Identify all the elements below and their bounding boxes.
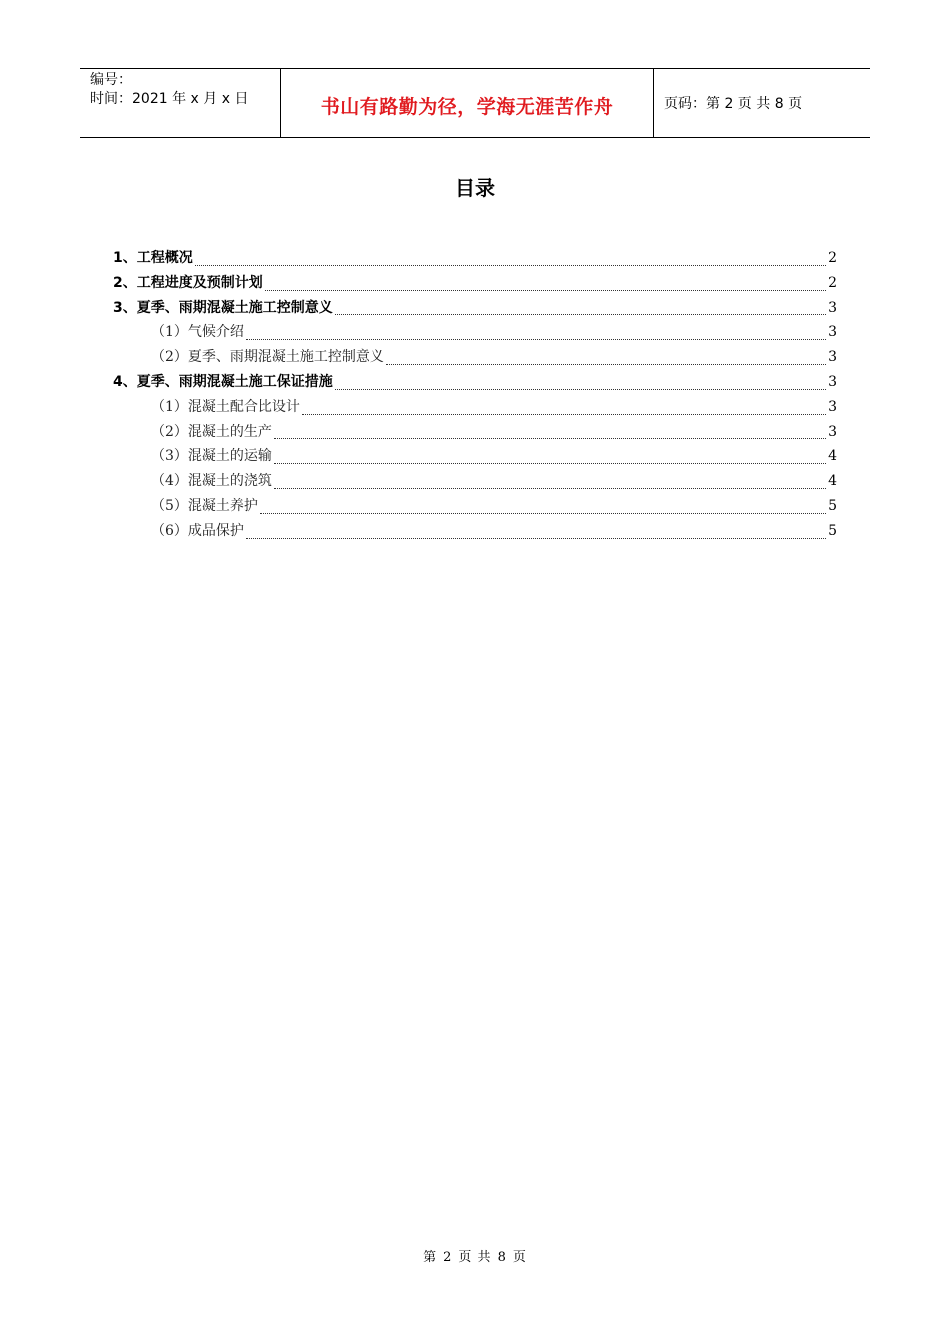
toc-leader-dots [274, 437, 826, 439]
toc-entry-page: 3 [828, 324, 837, 341]
toc-entry[interactable] [113, 272, 837, 297]
toc-leader-dots [260, 512, 826, 514]
footer-total-pages: 8 [497, 1250, 507, 1265]
header-right-cell [654, 69, 870, 137]
table-of-contents [113, 247, 837, 545]
toc-entry-page: 3 [828, 299, 837, 316]
toc-leader-dots [335, 388, 826, 390]
toc-leader-dots [246, 338, 826, 340]
toc-entry-text: （1）混凝土配合比设计 [151, 398, 300, 415]
footer-prefix: 第 [423, 1250, 438, 1265]
toc-entry-text: （3）混凝土的运输 [151, 448, 272, 465]
header-page-info: 页码：第 2 页 共 8 页 [664, 96, 803, 112]
toc-subentry[interactable] [113, 445, 837, 470]
toc-entry[interactable] [113, 371, 837, 396]
toc-entry-page: 4 [828, 448, 837, 465]
toc-entry-page: 3 [828, 349, 837, 366]
toc-leader-dots [274, 487, 826, 489]
toc-subentry[interactable] [113, 321, 837, 346]
toc-entry-text: （5）混凝土养护 [151, 497, 258, 514]
header-middle-cell [281, 69, 654, 137]
toc-leader-dots [335, 313, 826, 315]
toc-entry-page: 5 [828, 522, 837, 539]
toc-entry-text: 4、夏季、雨期混凝土施工保证措施 [113, 373, 333, 390]
toc-entry-text: （4）混凝土的浇筑 [151, 473, 272, 490]
toc-entry-text: （2）混凝土的生产 [151, 423, 272, 440]
toc-leader-dots [265, 289, 826, 291]
document-time-label: 时间：2021 年 x 月 x 日 [90, 91, 249, 107]
toc-leader-dots [195, 264, 826, 266]
toc-title: 目录 [455, 176, 495, 200]
toc-subentry[interactable] [113, 421, 837, 446]
toc-entry-page: 4 [828, 473, 837, 490]
header-motto: 书山有路勤为径，学海无涯苦作舟 [320, 95, 614, 118]
page-footer [0, 1246, 950, 1265]
toc-entry-text: 2、工程进度及预制计划 [113, 274, 263, 291]
toc-subentry[interactable] [113, 495, 837, 520]
toc-entry-page: 3 [828, 373, 837, 390]
footer-mid: 页 共 [458, 1250, 492, 1265]
toc-leader-dots [246, 537, 826, 539]
footer-suffix: 页 [512, 1250, 527, 1265]
document-number-label: 编号： [90, 72, 132, 88]
page-header [80, 68, 870, 138]
toc-subentry[interactable] [113, 346, 837, 371]
toc-entry-page: 2 [828, 274, 837, 291]
toc-subentry[interactable] [113, 520, 837, 545]
toc-leader-dots [302, 413, 826, 415]
toc-subentry[interactable] [113, 470, 837, 495]
toc-subentry[interactable] [113, 396, 837, 421]
toc-entry[interactable] [113, 297, 837, 322]
toc-entry-page: 5 [828, 497, 837, 514]
toc-entry-text: 1、工程概况 [113, 250, 193, 266]
toc-entry-text: 3、夏季、雨期混凝土施工控制意义 [113, 299, 333, 316]
toc-entry-text: （6）成品保护 [151, 522, 244, 539]
toc-entry-text: （2）夏季、雨期混凝土施工控制意义 [151, 349, 384, 366]
toc-entry[interactable] [113, 247, 837, 272]
toc-entry-text: （1）气候介绍 [151, 324, 244, 341]
toc-entry-page: 3 [828, 423, 837, 440]
header-left-cell [80, 69, 281, 137]
toc-leader-dots [386, 363, 826, 365]
toc-entry-page: 2 [828, 250, 837, 266]
footer-current-page: 2 [443, 1250, 453, 1265]
toc-entry-page: 3 [828, 398, 837, 415]
toc-leader-dots [274, 462, 826, 464]
